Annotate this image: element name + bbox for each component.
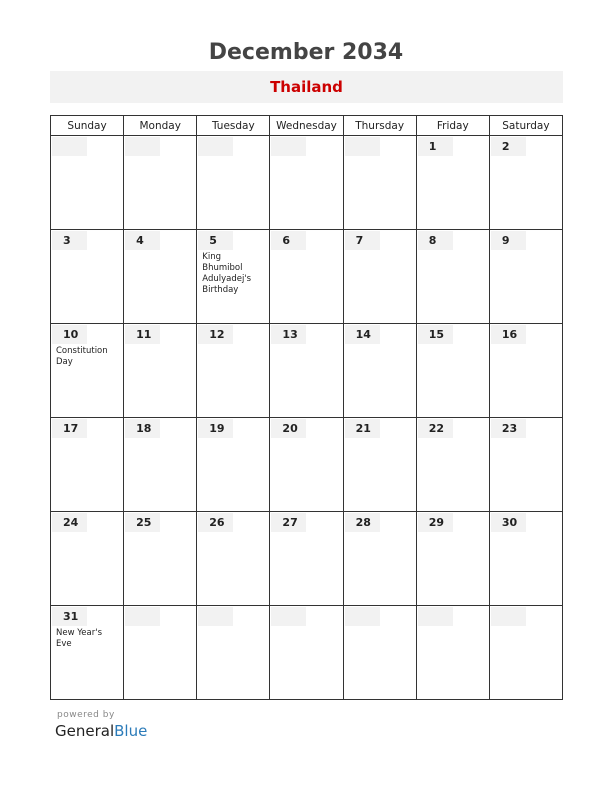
day-number: [271, 607, 306, 626]
day-cell[interactable]: [489, 512, 562, 606]
day-number: 21: [345, 419, 380, 438]
brand-blue: Blue: [114, 722, 148, 740]
day-number: 23: [491, 419, 526, 438]
day-number: 28: [345, 513, 380, 532]
day-cell[interactable]: [343, 324, 416, 418]
day-cell[interactable]: [270, 418, 343, 512]
day-cell[interactable]: [124, 136, 197, 230]
day-number: 6: [271, 231, 306, 250]
day-cell[interactable]: [343, 136, 416, 230]
holiday-label: Constitution Day: [56, 346, 108, 367]
day-cell[interactable]: [343, 606, 416, 700]
day-number: 12: [198, 325, 233, 344]
day-cell[interactable]: [270, 512, 343, 606]
week-row: [51, 136, 563, 230]
day-number: 2: [491, 137, 526, 156]
weekday-sunday: Sunday: [51, 116, 124, 136]
country-name: Thailand: [270, 78, 343, 96]
day-number: [345, 607, 380, 626]
day-cell[interactable]: [489, 418, 562, 512]
day-number: 25: [125, 513, 160, 532]
week-row: [51, 324, 563, 418]
powered-by-text: powered by: [57, 710, 115, 720]
day-cell[interactable]: [270, 230, 343, 324]
day-cell[interactable]: [270, 606, 343, 700]
day-cell[interactable]: [197, 512, 270, 606]
day-cell[interactable]: [416, 512, 489, 606]
day-cell[interactable]: [124, 512, 197, 606]
week-row: [51, 512, 563, 606]
day-cell[interactable]: [51, 606, 124, 700]
day-cell[interactable]: [343, 512, 416, 606]
day-cell[interactable]: [197, 324, 270, 418]
day-number: [198, 607, 233, 626]
country-banner: [50, 71, 563, 103]
day-number: 10: [52, 325, 87, 344]
day-cell[interactable]: [416, 418, 489, 512]
holiday-label: New Year's Eve: [56, 628, 103, 649]
day-cell[interactable]: [197, 136, 270, 230]
day-cell[interactable]: [51, 230, 124, 324]
week-row: [51, 230, 563, 324]
weekday-tuesday: Tuesday: [197, 116, 270, 136]
day-cell[interactable]: [343, 230, 416, 324]
week-row: [51, 606, 563, 700]
day-cell[interactable]: [489, 136, 562, 230]
day-number: 11: [125, 325, 160, 344]
day-cell[interactable]: [197, 606, 270, 700]
weekday-saturday: Saturday: [489, 116, 562, 136]
day-number: 24: [52, 513, 87, 532]
weekday-thursday: Thursday: [343, 116, 416, 136]
day-number: 29: [418, 513, 453, 532]
day-cell[interactable]: [416, 324, 489, 418]
day-number: 31: [52, 607, 87, 626]
day-cell[interactable]: [51, 512, 124, 606]
weekday-wednesday: Wednesday: [270, 116, 343, 136]
day-number: 1: [418, 137, 453, 156]
day-number: 22: [418, 419, 453, 438]
day-cell[interactable]: [51, 418, 124, 512]
day-number: [125, 607, 160, 626]
day-number: 8: [418, 231, 453, 250]
day-number: [271, 137, 306, 156]
day-number: [418, 607, 453, 626]
day-cell[interactable]: [416, 136, 489, 230]
day-cell[interactable]: [124, 230, 197, 324]
day-number: 16: [491, 325, 526, 344]
day-number: 19: [198, 419, 233, 438]
day-cell[interactable]: [416, 230, 489, 324]
day-cell[interactable]: [270, 324, 343, 418]
day-cell[interactable]: [197, 418, 270, 512]
day-cell[interactable]: [197, 230, 270, 324]
day-number: 20: [271, 419, 306, 438]
weekday-monday: Monday: [124, 116, 197, 136]
weekday-friday: Friday: [416, 116, 489, 136]
calendar-grid: [50, 115, 563, 700]
day-cell[interactable]: [124, 324, 197, 418]
day-cell[interactable]: [343, 418, 416, 512]
week-row: [51, 418, 563, 512]
day-number: 5: [198, 231, 233, 250]
day-number: 14: [345, 325, 380, 344]
day-cell[interactable]: [51, 324, 124, 418]
day-number: 13: [271, 325, 306, 344]
day-cell[interactable]: [416, 606, 489, 700]
weekday-header-row: [51, 116, 563, 136]
brand-logo[interactable]: [55, 722, 147, 740]
day-number: 26: [198, 513, 233, 532]
page-title: December 2034: [208, 40, 404, 65]
day-number: [345, 137, 380, 156]
day-cell[interactable]: [489, 606, 562, 700]
day-number: 3: [52, 231, 87, 250]
day-number: 17: [52, 419, 87, 438]
day-number: [52, 137, 87, 156]
day-number: 18: [125, 419, 160, 438]
brand-general: General: [55, 722, 115, 740]
day-number: [491, 607, 526, 626]
day-cell[interactable]: [489, 324, 562, 418]
day-number: [198, 137, 233, 156]
day-cell[interactable]: [270, 136, 343, 230]
day-number: 27: [271, 513, 306, 532]
day-number: 30: [491, 513, 526, 532]
day-cell[interactable]: [124, 606, 197, 700]
day-cell[interactable]: [124, 418, 197, 512]
day-number: [125, 137, 160, 156]
day-number: 4: [125, 231, 160, 250]
day-cell[interactable]: [51, 136, 124, 230]
day-number: 15: [418, 325, 453, 344]
day-cell[interactable]: [489, 230, 562, 324]
day-number: 9: [491, 231, 526, 250]
holiday-label: King Bhumibol Adulyadej's Birthday: [202, 252, 252, 295]
day-number: 7: [345, 231, 380, 250]
